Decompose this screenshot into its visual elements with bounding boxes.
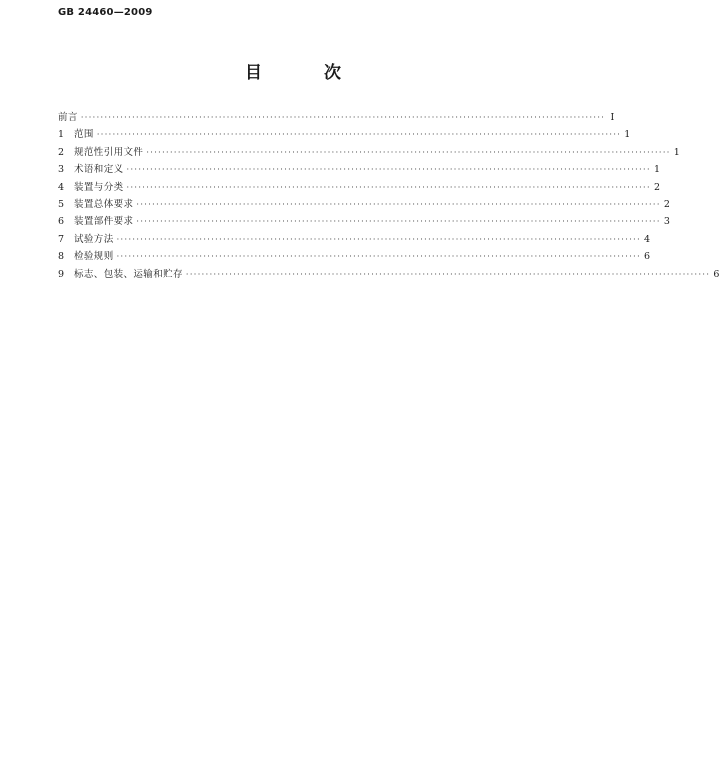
toc-entry-label: 前言: [58, 112, 78, 123]
toc-entry-page: 3: [663, 216, 670, 228]
toc-entry-number: 5: [58, 198, 65, 210]
toc-entry-label: 试验方法: [74, 233, 114, 245]
toc-entry-number: 3: [58, 164, 65, 176]
toc-entry-number: 8: [58, 251, 65, 263]
toc-dot-leader: ·····································································································································: [126, 182, 651, 192]
toc-dot-leader: ·····································································································································: [116, 252, 642, 262]
toc-entry-label: 装置部件要求: [74, 216, 134, 228]
toc-entry-page: 6: [644, 251, 651, 263]
toc-entry-page: 1: [624, 129, 631, 141]
toc-dot-leader: ·····································································································································: [96, 130, 622, 140]
toc-dot-leader: ·····································································································································: [146, 147, 671, 157]
toc-entry-device-classification[interactable]: [58, 179, 660, 196]
toc-entry-marking-packaging[interactable]: [58, 266, 719, 283]
toc-entry-terms-definitions[interactable]: [58, 161, 660, 178]
toc-entry-scope[interactable]: [58, 126, 631, 143]
toc-dot-leader: ·····································································································································: [136, 217, 661, 227]
toc-entry-page: 4: [644, 233, 651, 245]
toc-entry-number: 2: [58, 146, 65, 158]
table-of-contents: [58, 109, 719, 283]
toc-dot-leader: ·····································································································································: [185, 269, 711, 279]
toc-entry-normative-references[interactable]: [58, 144, 680, 161]
toc-entry-label: 检验规则: [74, 251, 114, 263]
toc-entry-label: 规范性引用文件: [74, 146, 144, 158]
document-code: GB 24460—2009: [58, 7, 153, 18]
toc-entry-page: 1: [653, 164, 660, 176]
toc-entry-page: 2: [653, 181, 660, 193]
toc-dot-leader: ·····································································································································: [116, 234, 642, 244]
toc-entry-component-requirements[interactable]: [58, 213, 670, 230]
toc-entry-number: 1: [58, 129, 65, 141]
toc-title: 目 次: [245, 63, 369, 83]
toc-entry-label: 标志、包装、运输和贮存: [74, 268, 183, 280]
toc-entry-number: 4: [58, 181, 65, 193]
toc-entry-test-methods[interactable]: [58, 231, 651, 248]
toc-entry-label: 装置与分类: [74, 181, 124, 193]
toc-entry-page: I: [610, 112, 615, 123]
toc-entry-number: 7: [58, 233, 65, 245]
toc-entry-general-requirements[interactable]: [58, 196, 670, 213]
toc-entry-label: 范围: [74, 129, 94, 141]
toc-dot-leader: ·····································································································································: [136, 199, 661, 209]
toc-entry-number: 6: [58, 216, 65, 228]
toc-entry-page: 1: [673, 146, 680, 158]
toc-entry-page: 6: [713, 268, 719, 280]
toc-dot-leader: ·····································································································································: [126, 165, 651, 175]
toc-entry-foreword[interactable]: [58, 109, 615, 126]
toc-entry-page: 2: [663, 198, 670, 210]
toc-entry-inspection-rules[interactable]: [58, 248, 651, 265]
toc-entry-label: 装置总体要求: [74, 198, 134, 210]
toc-dot-leader: ·····································································································································: [80, 113, 606, 122]
toc-entry-number: 9: [58, 268, 65, 280]
toc-entry-label: 术语和定义: [74, 164, 124, 176]
